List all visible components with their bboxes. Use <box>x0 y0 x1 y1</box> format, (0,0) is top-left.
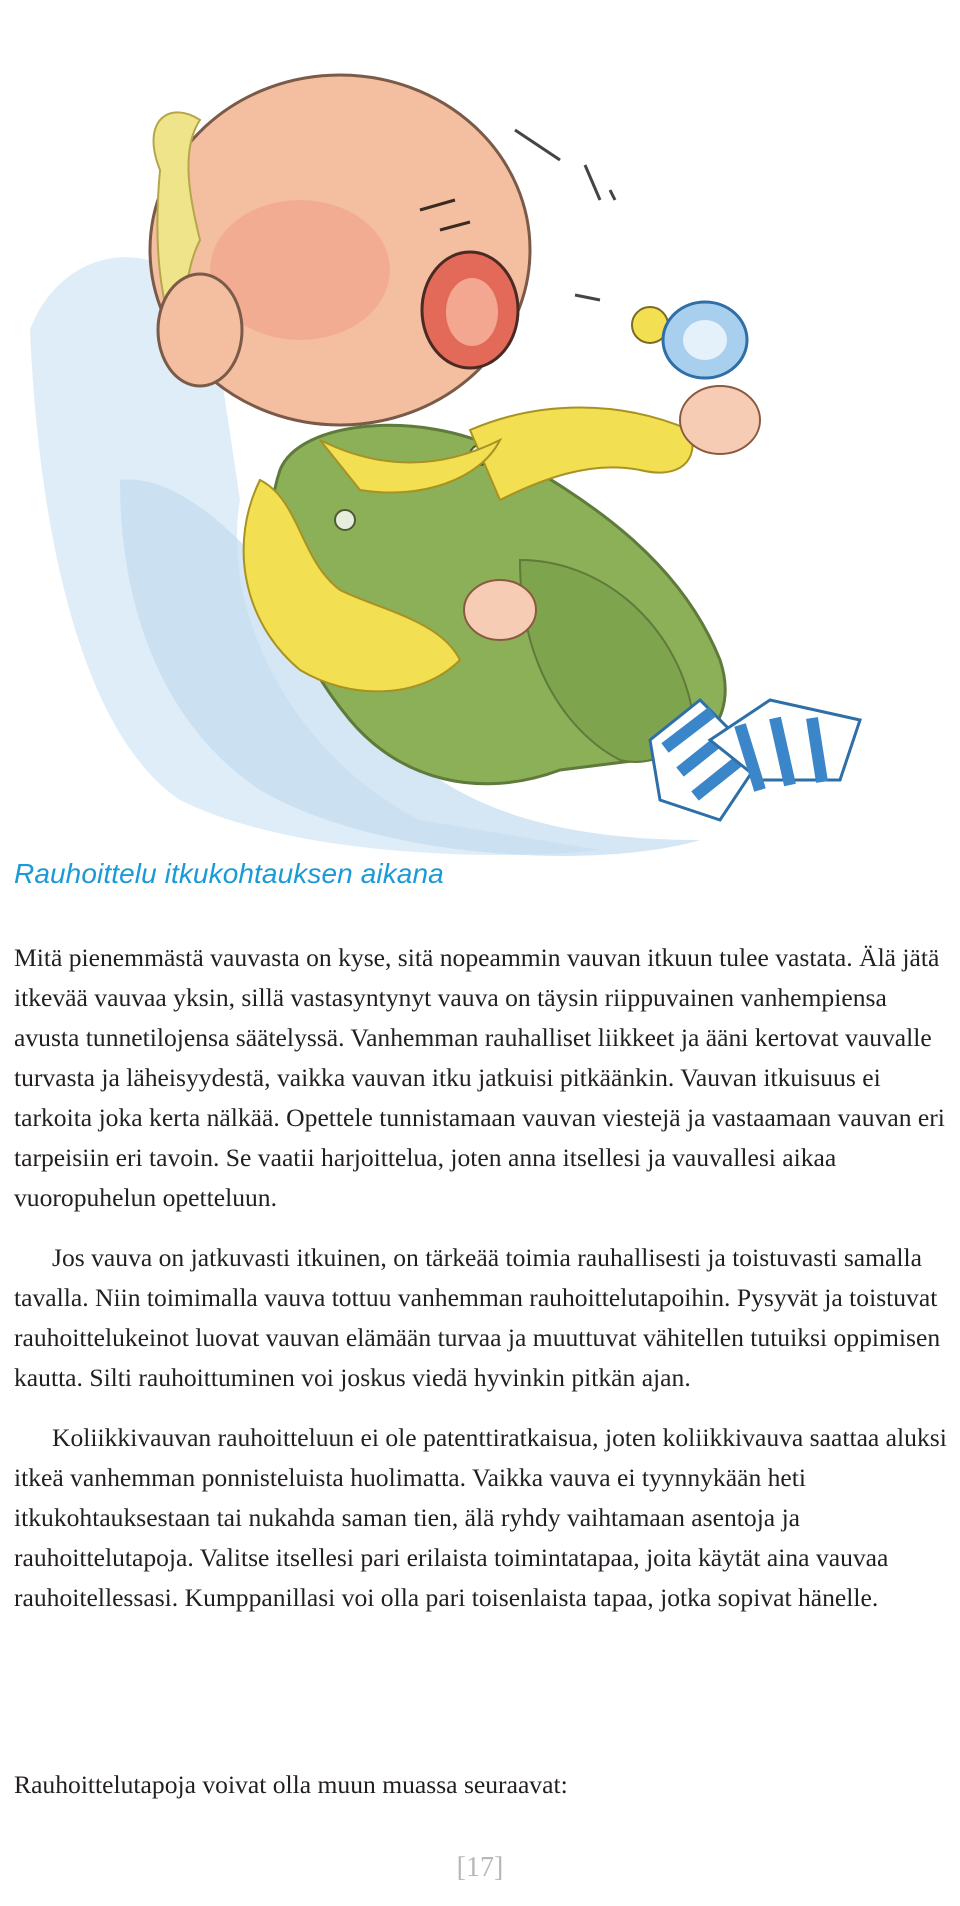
right-hand <box>680 386 760 454</box>
section-heading: Rauhoittelu itkukohtauksen aikana <box>14 858 444 889</box>
ear <box>158 274 242 386</box>
motion-line-4 <box>575 295 600 300</box>
left-fist <box>464 580 536 640</box>
paragraph: Mitä pienemmästä vauvasta on kyse, sitä nopeammin vauvan itkuun tulee vastata. Älä jätä itkevää vauvaa yksin, sillä vastasyntynyt vauva on täysin riippuvainen vanhempiensa avusta tunnetilojensa säätelyssä. Vanhemman rauhalliset liikkeet ja ääni kertovat vauvalle turvasta ja läheisyydestä, vaikka vauvan itku jatkuisi pitkäänkin. Vauvan itkuisuus ei tarkoita joka kerta nälkää. Opettele tunnistamaan vauvan viestejä ja vastaamaan vauvan eri tarpeisiin eri tavoin. Se vaatii harjoittelua, joten anna itsellesi ja vauvallesi aikaa vuoropuhelun opetteluun. <box>14 943 945 1212</box>
striped-socks <box>650 700 860 820</box>
paragraph: Jos vauva on jatkuvasti itkuinen, on tärkeää toimia rauhallisesti ja toistuvasti samalla tavalla. Niin toimimalla vauva tottuu vanhemman rauhoittelutapoihin. Pysyvät ja toistuvat rauhoittelukeinot luovat vauvan elämään turvaa ja muuttuvat vähitellen tutuiksi oppimisen kautta. Silti rauhoittuminen voi joskus viedä hyvinkin pitkän ajan. <box>14 1243 941 1392</box>
list-intro: Rauhoittelutapoja voivat olla muun muassa seuraavat: <box>14 1770 568 1799</box>
motion-line-1 <box>515 130 560 160</box>
motion-line-3 <box>610 190 615 200</box>
motion-line-2 <box>585 165 600 200</box>
body-text <box>14 938 954 1618</box>
pacifier-icon <box>632 302 747 378</box>
mouth-inner <box>446 278 498 346</box>
right-sleeve <box>470 408 693 501</box>
page-number: [17] <box>456 1852 504 1883</box>
crying-baby-illustration <box>0 0 960 870</box>
paragraph: Koliikkivauvan rauhoitteluun ei ole patenttiratkaisua, joten koliikkivauva saattaa aluksi itkeä vanhemman ponnisteluista huolimatta. Vaikka vauva ei tyynnykään heti itkukohtauksestaan tai nukahda saman tien, älä ryhdy vaihtamaan asentoja ja rauhoittelutapoja. Valitse itsellesi pari erilaista toimintatapaa, joita käytät aina vauvaa rauhoitellessasi. Kumppanillasi voi olla pari toisenlaista tapaa, jotka sopivat hänelle. <box>14 1423 947 1612</box>
button-left <box>335 510 355 530</box>
